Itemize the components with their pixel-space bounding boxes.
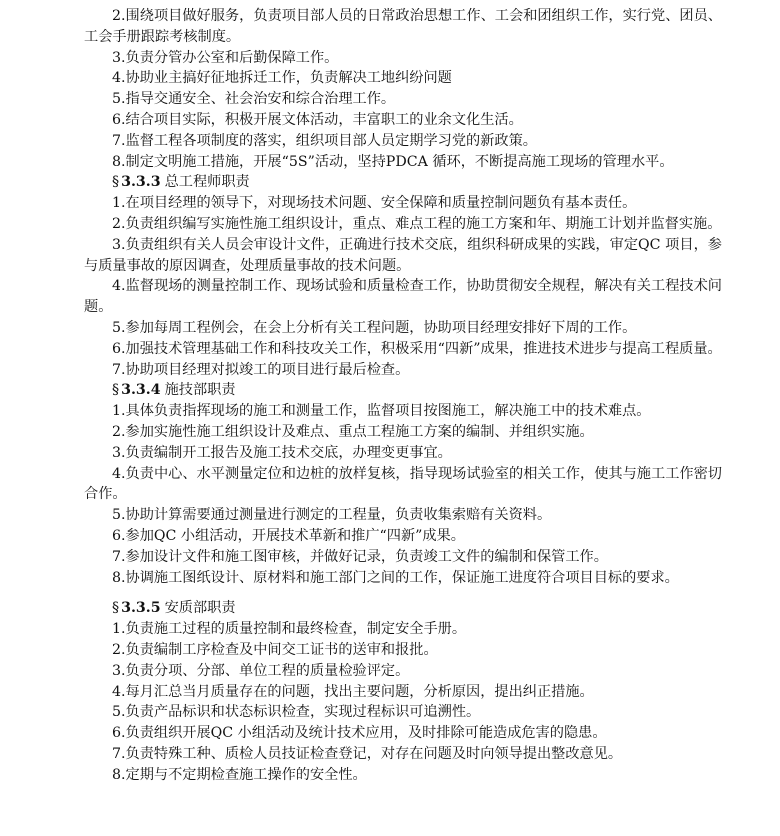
list-item: 6.参加QC 小组活动，开展技术革新和推广“四新”成果。 bbox=[112, 527, 465, 544]
section-heading bbox=[84, 598, 722, 619]
list-item: 7.协助项目经理对拟竣工的项目进行最后检查。 bbox=[112, 361, 410, 378]
list-item: 5.负责产品标识和状态标识检查，实现过程标识可追溯性。 bbox=[112, 704, 481, 721]
section-mark: § bbox=[112, 600, 120, 617]
section-heading bbox=[84, 172, 722, 193]
list-item: 8.协调施工图纸设计、原材料和施工部门之间的工作，保证施工进度符合项目目标的要求。 bbox=[112, 569, 679, 586]
section-heading bbox=[84, 380, 722, 401]
list-item: 1.在项目经理的领导下，对现场技术问题、安全保障和质量控制问题负有基本责任。 bbox=[112, 195, 637, 212]
list-item: 7.监督工程各项制度的落实，组织项目部人员定期学习党的新政策。 bbox=[112, 132, 537, 149]
list-item: 5.指导交通安全、社会治安和综合治理工作。 bbox=[112, 91, 396, 108]
section-number: 3.3.5 bbox=[121, 600, 161, 617]
list-item: 1.具体负责指挥现场的施工和测量工作，监督项目按图施工，解决施工中的技术难点。 bbox=[112, 403, 651, 420]
list-item: 6.结合项目实际，积极开展文体活动，丰富职工的业余文化生活。 bbox=[112, 111, 523, 128]
list-item: 7.参加设计文件和施工图审核，并做好记录，负责竣工文件的编制和保管工作。 bbox=[112, 548, 608, 565]
list-item: 5.协助计算需要通过测量进行测定的工程量，负责收集索赔有关资料。 bbox=[112, 507, 552, 524]
section-title: 安质部职责 bbox=[164, 600, 236, 617]
list-item: 4.负责中心、水平测量定位和边桩的放样复核，指导现场试验室的相关工作，使其与施工工作密切合作。 bbox=[84, 465, 722, 503]
list-item: 5.参加每周工程例会，在会上分析有关工程问题，协助项目经理安排好下周的工作。 bbox=[112, 319, 637, 336]
list-item: 2.负责编制工序检查及中间交工证书的送审和报批。 bbox=[112, 641, 438, 658]
list-item: 4.每月汇总当月质量存在的问题，找出主要问题，分析原因，提出纠正措施。 bbox=[112, 683, 594, 700]
section-number: 3.3.3 bbox=[121, 174, 161, 191]
list-item: 3.负责分项、分部、单位工程的质量检验评定。 bbox=[112, 662, 410, 679]
list-item: 1.负责施工过程的质量控制和最终检查，制定安全手册。 bbox=[112, 621, 467, 638]
list-item: 4.监督现场的测量控制工作、现场试验和质量检查工作，协助贯彻安全规程，解决有关工程技术问题。 bbox=[84, 278, 722, 316]
list-item: 3.负责分管办公室和后勤保障工作。 bbox=[112, 49, 339, 66]
section-mark: § bbox=[112, 174, 120, 191]
list-item: 3.负责编制开工报告及施工技术交底，办理变更事宜。 bbox=[112, 444, 452, 461]
list-item: 7.负责特殊工种、质检人员技证检查登记，对存在问题及时向领导提出整改意见。 bbox=[112, 745, 623, 762]
list-item: 8.制定文明施工措施，开展“5S”活动，坚持PDCA 循环，不断提高施工现场的管理水平。 bbox=[112, 153, 674, 170]
list-item: 2.负责组织编写实施性施工组织设计，重点、难点工程的施工方案和年、期施工计划并监督实施。 bbox=[112, 215, 722, 232]
list-item: 4.协助业主搞好征地拆迁工作，负责解决工地纠纷问题 bbox=[112, 70, 452, 87]
list-item: 3.负责组织有关人员会审设计文件，正确进行技术交底，组织科研成果的实践，审定QC 项目，参与质量事故的原因调查，处理质量事故的技术问题。 bbox=[84, 236, 722, 274]
section-number: 3.3.4 bbox=[121, 382, 161, 399]
list-item: 2.参加实施性施工组织设计及难点、重点工程施工方案的编制、并组织实施。 bbox=[112, 423, 594, 440]
section-title: 总工程师职责 bbox=[164, 174, 250, 191]
list-item: 6.负责组织开展QC 小组活动及统计技术应用，及时排除可能造成危害的隐患。 bbox=[112, 725, 607, 742]
list-item: 8.定期与不定期检查施工操作的安全性。 bbox=[112, 766, 367, 783]
list-item: 2.围绕项目做好服务，负责项目部人员的日常政治思想工作、工会和团组织工作，实行党、团员、工会手册跟踪考核制度。 bbox=[84, 8, 722, 45]
section-title: 施技部职责 bbox=[164, 382, 236, 399]
list-item: 6.加强技术管理基础工作和科技攻关工作，积极采用“四新”成果，推进技术进步与提高工程质量。 bbox=[112, 340, 722, 357]
section-mark: § bbox=[112, 382, 120, 399]
